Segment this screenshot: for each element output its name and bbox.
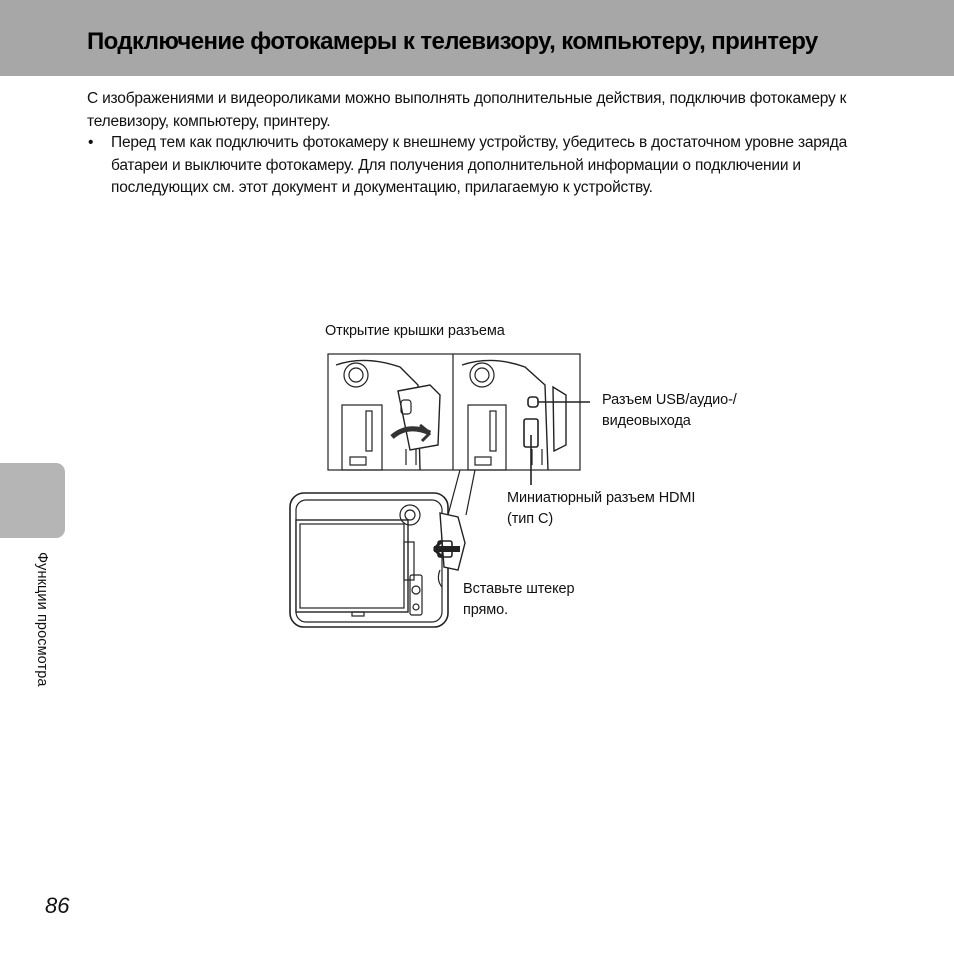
page-number: 86 bbox=[45, 893, 70, 918]
bullet-marker: • bbox=[88, 134, 94, 151]
bullet-text: Перед тем как подключить фотокамеру к внешнему устройству, убедитесь в достаточном уровне заряда батареи и выключите фотокамеру. Для получения дополнительной информации о подключении и последующих см. этот документ и документацию, прилагаемую к устройству. bbox=[111, 134, 847, 196]
section-label: Функции просмотра bbox=[34, 552, 50, 687]
intro-paragraph: С изображениями и видеороликами можно выполнять дополнительные действия, подключив фотокамеру к телевизору, компьютеру, принтеру. bbox=[87, 90, 847, 130]
label-insert-plug: Вставьте штекер прямо. bbox=[463, 581, 575, 618]
main-camera bbox=[290, 493, 465, 627]
label-usb-port: Разъем USB/аудио-/ видеовыхода bbox=[602, 392, 737, 429]
section-tab bbox=[0, 463, 65, 538]
label-open-cover: Открытие крышки разъема bbox=[325, 323, 505, 339]
label-hdmi-port: Миниатюрный разъем HDMI (тип C) bbox=[507, 490, 696, 527]
page-title: Подключение фотокамеры к телевизору, компьютеру, принтеру bbox=[87, 28, 818, 55]
